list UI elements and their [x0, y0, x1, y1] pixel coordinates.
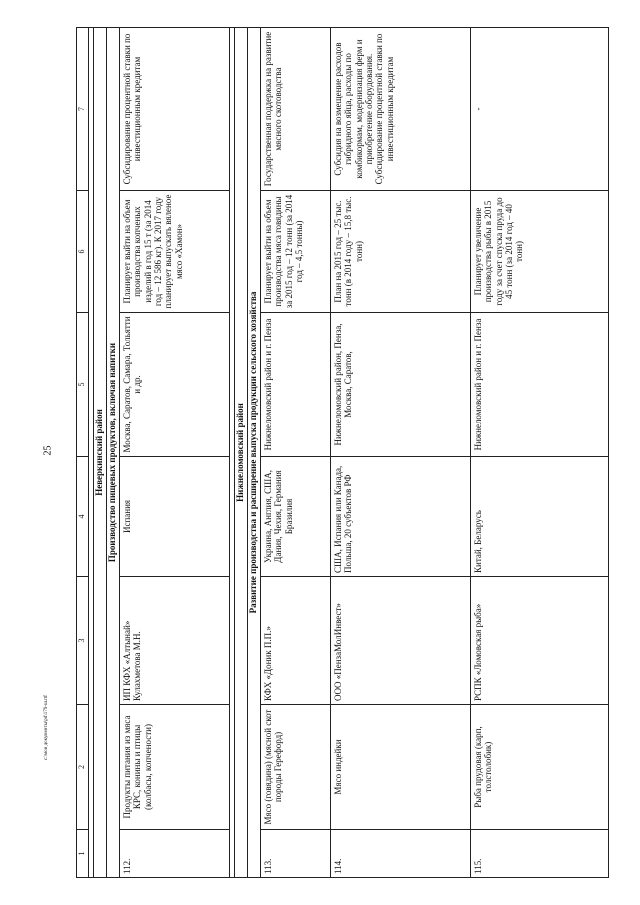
region-title: Неверкинский район	[94, 28, 107, 878]
section-row	[248, 28, 261, 878]
row-number: 113.	[261, 830, 331, 878]
country-cell: Украина, Англия, США, Дания, Чехия, Германия Бразилия	[261, 457, 331, 577]
region-row	[235, 28, 248, 878]
support-cell: Субсидия на возмещение расходов гибридного яйца, расходы по комбикормам, модернизация ферм и приобретение оборудования. Субсидирование процентной ставки по инвестиционным кредитам	[331, 28, 471, 191]
producer-cell: КФХ «Доник П.П.»	[261, 577, 331, 705]
data-table	[76, 27, 609, 878]
row-number: 115.	[471, 830, 609, 878]
support-cell: -	[471, 28, 609, 191]
volume-cell: План на 2015 год – 25 тыс. тонн (в 2014 году – 15,8 тыс. тонн)	[331, 191, 471, 313]
producer-cell: ООО «ПензаМолИнвест»	[331, 577, 471, 705]
column-number: 6	[77, 191, 89, 313]
section-title: Развитие производства и расширение выпуска продукции сельского хозяйства	[248, 28, 261, 878]
market-cell: Нижнеломовский район и г. Пенза	[471, 313, 609, 457]
market-cell: Москва, Саратов, Самара, Тольятти и др.	[120, 313, 230, 457]
region-title: Нижнеломовский район	[235, 28, 248, 878]
page-number: 25	[42, 445, 54, 456]
footer-file-path: c:\мои документы\pd\179-ш.rtf	[44, 695, 49, 760]
product-cell: Продукты питания из мяса КРС, конины и птицы (колбасы, копчености)	[120, 705, 230, 830]
column-number: 5	[77, 313, 89, 457]
section-row	[107, 28, 120, 878]
support-cell: Государственная поддержка на развитие мясного скотоводства	[261, 28, 331, 191]
column-number: 2	[77, 705, 89, 830]
table-row	[331, 28, 471, 878]
market-cell: Нижнеломовский район и г. Пенза	[261, 313, 331, 457]
country-cell: США, Испания или Канада, Польша, 20 субъектов РФ	[331, 457, 471, 577]
volume-cell: Планирует увеличение производства рыбы в 2015 году за счет спуска пруда до 45 тонн (за 2014 год – 40 тонн)	[471, 191, 609, 313]
rotated-table-container	[76, 28, 609, 878]
producer-cell: РСПК «Ломовская рыба»	[471, 577, 609, 705]
row-number: 112.	[120, 830, 230, 878]
product-cell: Рыба прудовая (карп, толстолобик)	[471, 705, 609, 830]
market-cell: Нижнеломовский район, Пенза, Москва, Саратов,	[331, 313, 471, 457]
product-cell: Мясо (говядина) (мясной скот породы Герефорд)	[261, 705, 331, 830]
row-number: 114.	[331, 830, 471, 878]
product-cell: Мясо индейки	[331, 705, 471, 830]
table-row	[261, 28, 331, 878]
column-number: 4	[77, 457, 89, 577]
country-cell: Испания	[120, 457, 230, 577]
country-cell: Китай, Беларусь	[471, 457, 609, 577]
volume-cell: Планирует выйти на объем производства копченых изделий в год 15 т (за 2014 год – 12 586 кг). К 2017 году планирует выпускать вяленое мясо «Хамон»	[120, 191, 230, 313]
section-title: Производство пищевых продуктов, включая напитки	[107, 28, 120, 878]
region-row	[94, 28, 107, 878]
producer-cell: ИП КФХ «Алтынай» Кулахметова М.Н.	[120, 577, 230, 705]
column-number: 1	[77, 830, 89, 878]
support-cell: Субсидирование процентной ставки по инвестиционным кредитам	[120, 28, 230, 191]
table-row	[120, 28, 230, 878]
column-number-row	[77, 28, 89, 878]
column-number: 3	[77, 577, 89, 705]
column-number: 7	[77, 28, 89, 191]
volume-cell: Планирует выйти на объем производства мяса говядины за 2015 год – 12 тонн (за 2014 год – 4,5 тонны)	[261, 191, 331, 313]
table-row	[471, 28, 609, 878]
